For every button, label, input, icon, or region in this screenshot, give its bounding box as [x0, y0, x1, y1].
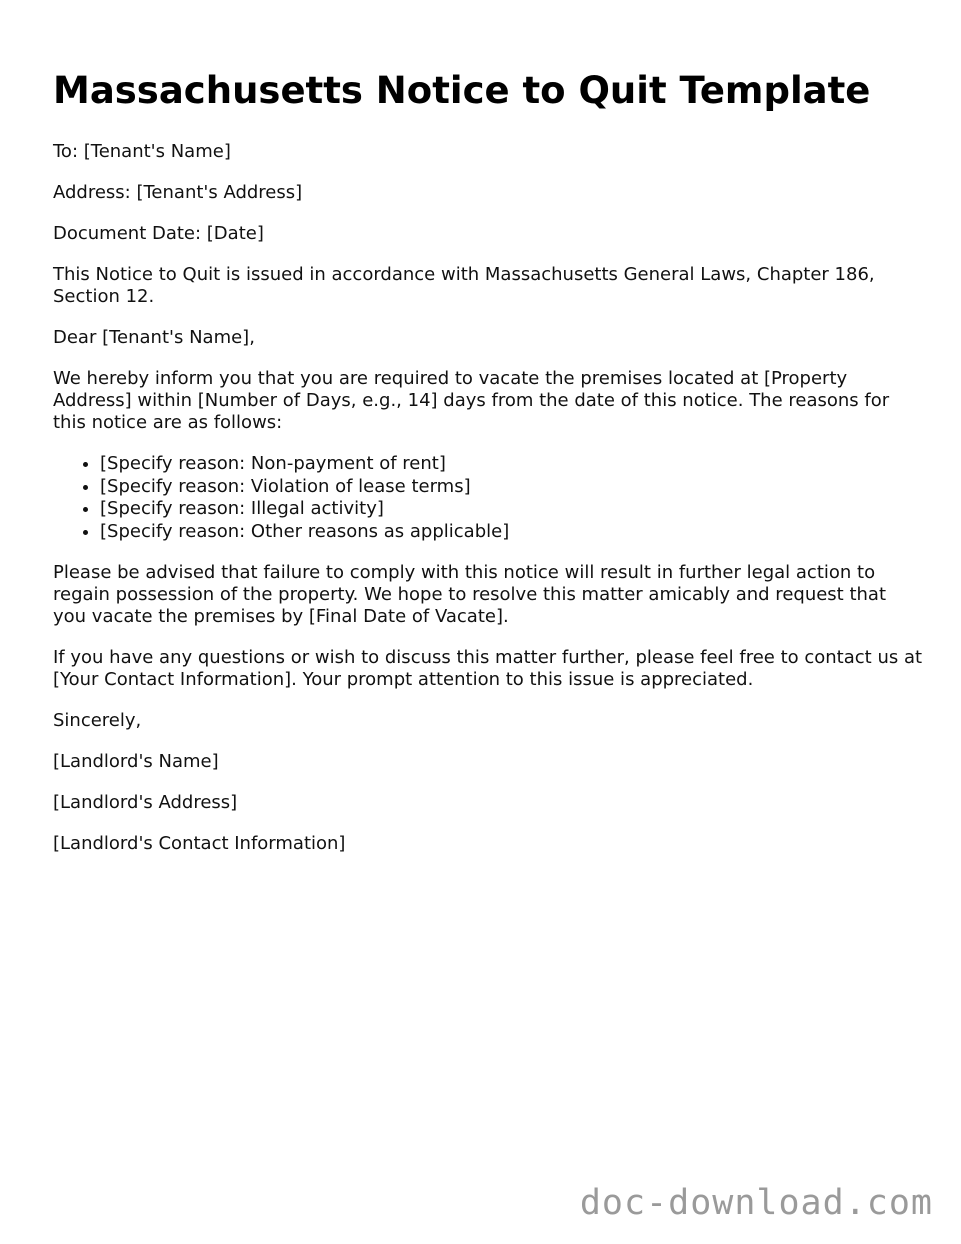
document-date-line: Document Date: [Date] [53, 223, 264, 244]
reason-item: • [Specify reason: Illegal activity] [100, 498, 923, 521]
warning-paragraph: Please be advised that failure to comply with this notice will result in further legal action to regain possession of the property. We hope to resolve this matter amicably and request that you vacate the premises by [Final Date of Vacate]. [53, 562, 887, 627]
address-line: Address: [Tenant's Address] [53, 182, 303, 203]
legal-basis-paragraph: This Notice to Quit is issued in accordance with Massachusetts General Laws, Chapter 186, Section 12. [53, 264, 875, 307]
reason-item: • [Specify reason: Other reasons as applicable] [100, 521, 923, 544]
document-title: Massachusetts Notice to Quit Template [53, 69, 871, 112]
reason-item: • [Specify reason: Violation of lease terms] [100, 476, 923, 499]
contact-paragraph: If you have any questions or wish to discuss this matter further, please feel free to contact us at [Your Contact Information]. Your prompt attention to this issue is appreciated. [53, 647, 923, 690]
watermark: doc-download.com [579, 1183, 933, 1223]
landlord-address: [Landlord's Address] [53, 792, 238, 813]
intro-paragraph: We hereby inform you that you are required to vacate the premises located at [Property Address] within [Number of Days, e.g., 14] days from the date of this notice. The reasons for this notice are as follows: [53, 368, 890, 433]
landlord-name: [Landlord's Name] [53, 751, 219, 772]
reason-item: • [Specify reason: Non-payment of rent] [100, 453, 923, 476]
reasons-list [53, 453, 923, 543]
to-line: To: [Tenant's Name] [53, 141, 231, 162]
closing: Sincerely, [53, 710, 142, 731]
salutation: Dear [Tenant's Name], [53, 327, 255, 348]
landlord-contact: [Landlord's Contact Information] [53, 833, 346, 854]
document-page [53, 0, 923, 855]
